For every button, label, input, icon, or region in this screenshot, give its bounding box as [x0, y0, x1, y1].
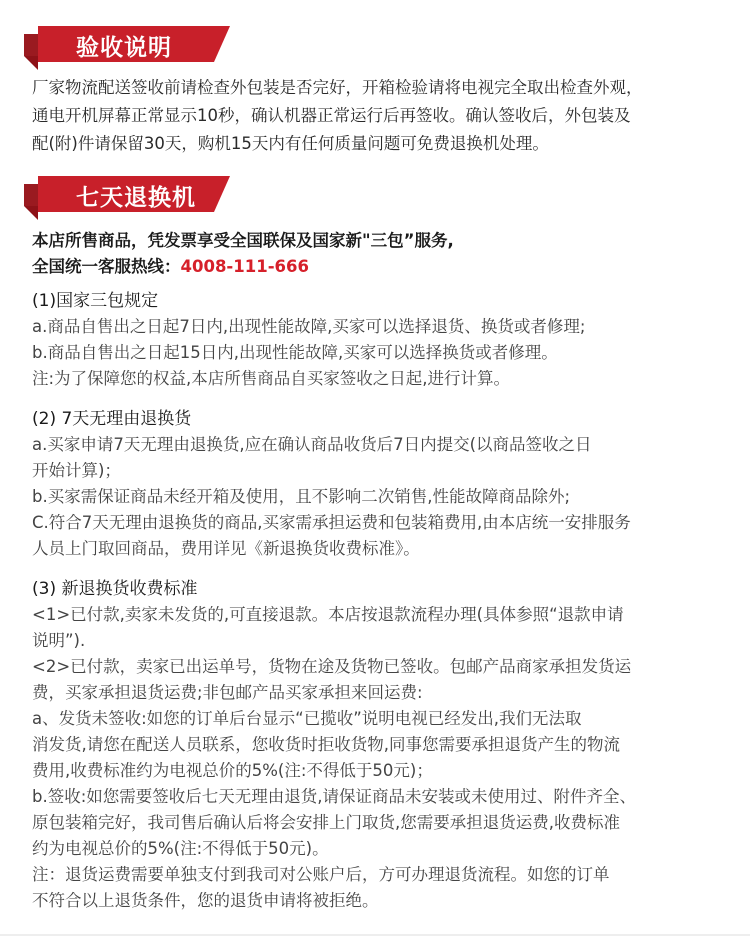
text-line: b.买家需保证商品未经开箱及使用，且不影响二次销售,性能故障商品除外; [32, 487, 571, 506]
policy-block-1 [32, 288, 732, 392]
text-line: b.签收:如您需要签收后七天无理由退货,请保证商品未安装或未使用过、附件齐全、 [32, 787, 637, 806]
text-line: 约为电视总价的5%(注:不得低于50元)。 [32, 839, 329, 858]
inspection-paragraph [32, 74, 732, 158]
section-title: 验收说明 [76, 35, 172, 61]
hotline-line [32, 254, 732, 280]
block-heading: (1)国家三包规定 [32, 291, 159, 311]
section-banner-inspection [24, 26, 324, 70]
text-line: 消发货,请您在配送人员联系，您收货时拒收货物,同事您需要承担退货产生的物流 [32, 735, 620, 754]
text-line: 原包装箱完好，我司售后确认后将会安排上门取货,您需要承担退货运费,收费标准 [32, 813, 620, 832]
text-line: b.商品自售出之日起15日内,出现性能故障,买家可以选择换货或者修理。 [32, 343, 558, 362]
bottom-divider [0, 934, 750, 936]
policy-block-3 [32, 576, 732, 914]
text-line: <1>已付款,卖家未发货的,可直接退款。本店按退款流程办理(具体参照“退款申请 [32, 605, 624, 624]
block-heading: (3) 新退换货收费标准 [32, 579, 198, 599]
text-line: 配(附)件请保留30天，购机15天内有任何质量问题可免费退换机处理。 [32, 134, 549, 153]
policy-block-2 [32, 406, 732, 562]
text-line: 注:为了保障您的权益,本店所售商品自买家签收之日起,进行计算。 [32, 369, 511, 388]
text-line: 人员上门取回商品，费用详见《新退换货收费标准》。 [32, 539, 420, 558]
service-intro [32, 228, 732, 280]
hotline-number: 4008-111-666 [180, 257, 310, 276]
text-line: 说明”). [32, 631, 86, 650]
section-banner-seven-day-return [24, 176, 324, 220]
text-line: a.买家申请7天无理由退换货,应在确认商品收货后7日内提交(以商品签收之日 [32, 435, 592, 454]
text-line: C.符合7天无理由退换货的商品,买家需承担运费和包装箱费用,由本店统一安排服务 [32, 513, 631, 532]
text-line: 通电开机屏幕正常显示10秒，确认机器正常运行后再签收。确认签收后，外包装及 [32, 106, 631, 125]
hotline-label: 全国统一客服热线： [32, 257, 181, 276]
intro-line: 本店所售商品，凭发票享受全国联保及国家新"三包”服务, [32, 231, 454, 250]
section-title: 七天退换机 [76, 185, 196, 211]
text-line: 费，买家承担退货运费;非包邮产品买家承担来回运费: [32, 683, 423, 702]
text-line: 不符合以上退货条件，您的退货申请将被拒绝。 [32, 891, 379, 910]
text-line: <2>已付款，卖家已出运单号，货物在途及货物已签收。包邮产品商家承担发货运 [32, 657, 632, 676]
banner-ribbon-shape [24, 26, 324, 70]
text-line: 注：退货运费需要单独支付到我司对公账户后，方可办理退货流程。如您的订单 [32, 865, 610, 884]
text-line: 开始计算)； [32, 461, 121, 480]
block-heading: (2) 7天无理由退换货 [32, 409, 192, 429]
text-line: 费用,收费标准约为电视总价的5%(注:不得低于50元)； [32, 761, 433, 780]
text-line: a、发货未签收:如您的订单后台显示“已揽收”说明电视已经发出,我们无法取 [32, 709, 582, 728]
text-line: a.商品自售出之日起7日内,出现性能故障,买家可以选择退货、换货或者修理; [32, 317, 586, 336]
text-line: 厂家物流配送签收前请检查外包装是否完好，开箱检验请将电视完全取出检查外观， [32, 78, 643, 97]
